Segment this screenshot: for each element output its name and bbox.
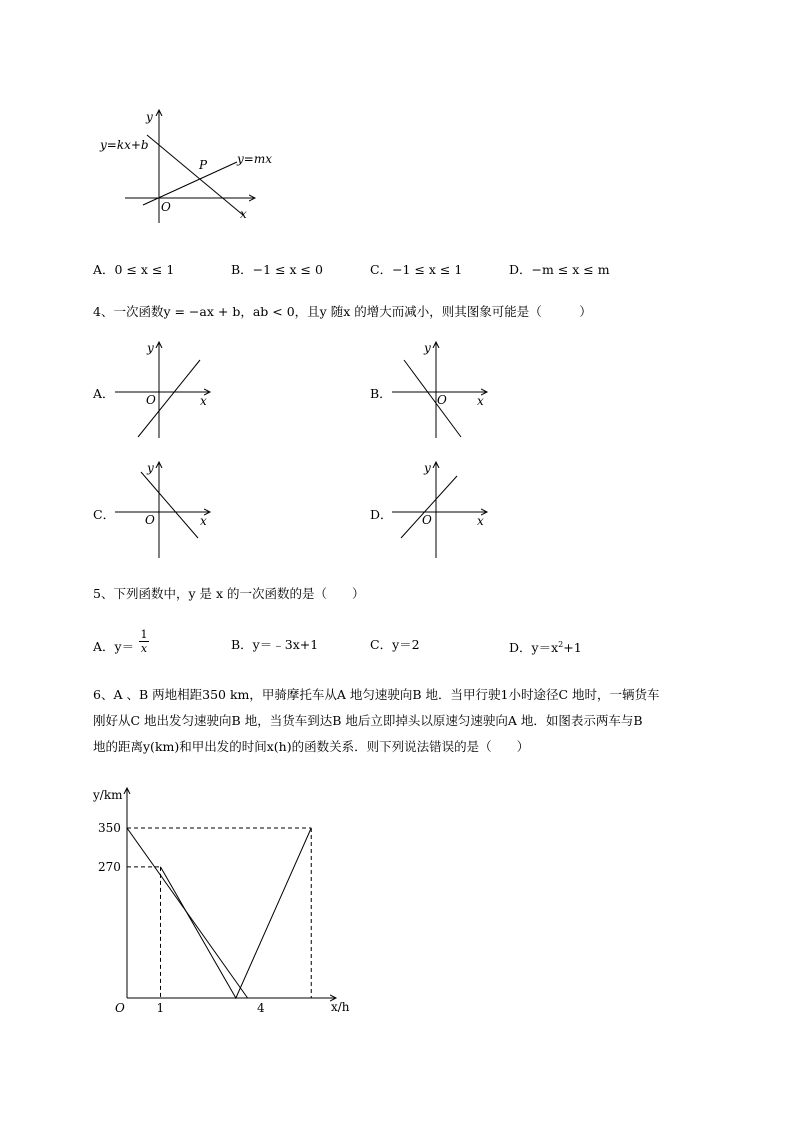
x-tick-label: 1 — [156, 1001, 165, 1015]
origin-label: O — [115, 1001, 125, 1015]
q4-label-b: B． — [370, 386, 392, 401]
q4-graph-d — [387, 460, 497, 560]
q3-option-b: B．−1 ≤ x ≤ 0 — [231, 262, 323, 277]
q4-graph-b — [387, 340, 497, 440]
y-tick-label: 350 — [98, 821, 121, 835]
y-label: y — [146, 110, 153, 124]
x-tick-label: 4 — [257, 1001, 265, 1015]
svg-text:x: x — [200, 514, 207, 528]
y-tick-label: 270 — [98, 859, 121, 874]
svg-text:y: y — [147, 461, 154, 475]
svg-text:O: O — [146, 393, 156, 407]
q3-lines-figure — [95, 105, 295, 230]
graph-b-line — [404, 360, 461, 437]
svg-text:x: x — [477, 514, 484, 528]
graph-c-line — [141, 472, 198, 538]
q5-stem: 5、下列函数中，y 是 x 的一次函数的是（ ） — [93, 586, 365, 601]
svg-text:y: y — [424, 341, 431, 355]
q5-option-d: D．$y=x^2+1$ — [509, 640, 582, 656]
q4-label-d: D． — [370, 507, 393, 522]
line1-label: y=kx+b — [100, 138, 149, 152]
distance-time-chart — [88, 780, 368, 1025]
q3-option-d: D．−m ≤ x ≤ m — [509, 262, 610, 277]
graph-d-line — [401, 476, 457, 538]
q5-option-c: C．y＝2 — [370, 637, 420, 652]
svg-text:O: O — [437, 393, 447, 407]
point-p-label: P — [199, 158, 208, 172]
q3-option-c: C．−1 ≤ x ≤ 1 — [370, 262, 463, 277]
series-line-2 — [161, 828, 312, 998]
q4-stem: 4、一次函数y = −ax + b，ab < 0，且y 随x 的增大而减小，则其图象可能是（ ） — [93, 304, 592, 319]
q4-label-a: A． — [93, 386, 115, 401]
svg-text:O: O — [145, 513, 155, 527]
x-axis-label: x/h — [331, 1000, 350, 1014]
q4-graph-a — [110, 340, 220, 440]
svg-text:x: x — [477, 394, 484, 408]
q5-option-b: B．y＝﹣3x+1 — [231, 637, 319, 652]
q4-label-c: C． — [93, 507, 116, 522]
q6-line-2: 刚好从C 地出发匀速驶向B 地，当货车到达B 地后立即掉头以原速匀速驶向A 地．如图表示两车与B — [93, 713, 643, 728]
q3-option-a: A．0 ≤ x ≤ 1 — [93, 262, 175, 277]
q6-line-1: 6、A 、B 两地相距350 km，甲骑摩托车从A 地匀速驶向B 地．当甲行驶1小时途径C 地时，一辆货车 — [93, 687, 660, 702]
origin-label: O — [161, 200, 171, 214]
q4-graph-c — [110, 460, 220, 560]
svg-text:x: x — [200, 394, 207, 408]
fraction: 1 x — [140, 628, 148, 655]
line2-label: y=mx — [237, 152, 272, 166]
svg-text:y: y — [424, 461, 431, 475]
x-label: x — [240, 207, 247, 221]
svg-text:y: y — [147, 341, 154, 355]
svg-text:O: O — [422, 513, 432, 527]
y-axis-label: y/km — [93, 788, 123, 802]
q6-line-3: 地的距离y(km)和甲出发的时间x(h)的函数关系．则下列说法错误的是（ ） — [93, 739, 530, 754]
